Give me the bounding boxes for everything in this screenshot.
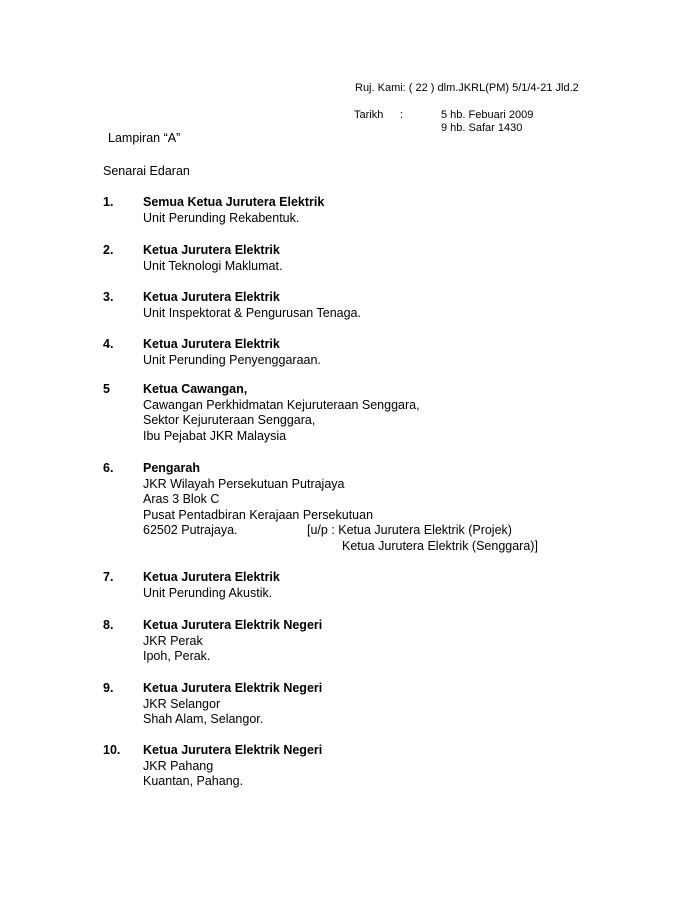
item-title: Ketua Jurutera Elektrik [143,337,280,351]
item-title: Ketua Jurutera Elektrik [143,290,280,304]
item-body [143,743,322,790]
item-title: Pengarah [143,461,200,475]
item-line: Shah Alam, Selangor. [143,712,264,727]
item-body [143,382,420,444]
item-title: Ketua Jurutera Elektrik Negeri [143,618,323,632]
item-title: Ketua Jurutera Elektrik Negeri [143,743,323,757]
item-number: 9. [103,681,114,695]
item-body [143,461,538,555]
item-number: 1. [103,195,114,209]
address-attention-row [143,523,538,539]
list-item [103,570,280,601]
item-number: 5 [103,382,110,396]
item-body [143,337,321,368]
date-hijri: 9 hb. Safar 1430 [441,122,523,134]
item-line: Cawangan Perkhidmatan Kejuruteraan Senggara, [143,397,420,412]
item-number: 10. [103,743,121,757]
item-number: 2. [103,243,114,257]
item-line: Sektor Kejuruteraan Senggara, [143,413,316,428]
list-item [103,243,282,274]
item-line: Aras 3 Blok C [143,492,220,507]
list-item [103,681,322,728]
list-item [103,461,538,555]
item-body [143,618,322,665]
list-item [103,618,322,665]
item-line: Unit Teknologi Maklumat. [143,258,283,273]
item-number: 4. [103,337,114,351]
attachment-title: Lampiran “A” [108,131,181,145]
item-number: 8. [103,618,114,632]
item-line: Pusat Pentadbiran Kerajaan Persekutuan [143,507,374,522]
item-line: JKR Selangor [143,696,221,711]
list-item [103,290,361,321]
item-title: Ketua Cawangan, [143,382,248,396]
item-line: JKR Wilayah Persekutuan Putrajaya [143,476,345,491]
list-title: Senarai Edaran [103,164,190,178]
item-line: Unit Perunding Penyenggaraan. [143,352,321,367]
item-line: Ipoh, Perak. [143,649,211,664]
item-title: Ketua Jurutera Elektrik [143,243,280,257]
list-item [103,195,324,226]
item-line: 62502 Putrajaya. [143,523,238,538]
item-body [143,243,282,274]
date-gregorian: 5 hb. Febuari 2009 [441,109,534,121]
item-line: Unit Perunding Rekabentuk. [143,210,300,225]
item-line: JKR Perak [143,633,203,648]
item-line: Unit Perunding Akustik. [143,585,273,600]
item-line: Kuantan, Pahang. [143,774,244,789]
attention-line: [u/p : Ketua Jurutera Elektrik (Projek) [307,523,512,538]
date-colon: : [400,109,404,121]
item-number: 7. [103,570,114,584]
item-body [143,681,322,728]
item-line: Unit Inspektorat & Pengurusan Tenaga. [143,305,361,320]
item-body [143,195,324,226]
list-item [103,337,321,368]
list-item [103,382,420,444]
item-title: Ketua Jurutera Elektrik [143,570,280,584]
item-title: Ketua Jurutera Elektrik Negeri [143,681,323,695]
reference-number: Ruj. Kami: ( 22 ) dlm.JKRL(PM) 5/1/4-21 Jld.2 [355,82,579,94]
attention-line: Ketua Jurutera Elektrik (Senggara)] [342,538,538,553]
item-title: Semua Ketua Jurutera Elektrik [143,195,325,209]
item-body [143,570,280,601]
item-line: JKR Pahang [143,758,214,773]
item-number: 6. [103,461,114,475]
list-item [103,743,322,790]
item-number: 3. [103,290,114,304]
item-body [143,290,361,321]
date-label: Tarikh [354,109,384,121]
item-line: Ibu Pejabat JKR Malaysia [143,428,287,443]
